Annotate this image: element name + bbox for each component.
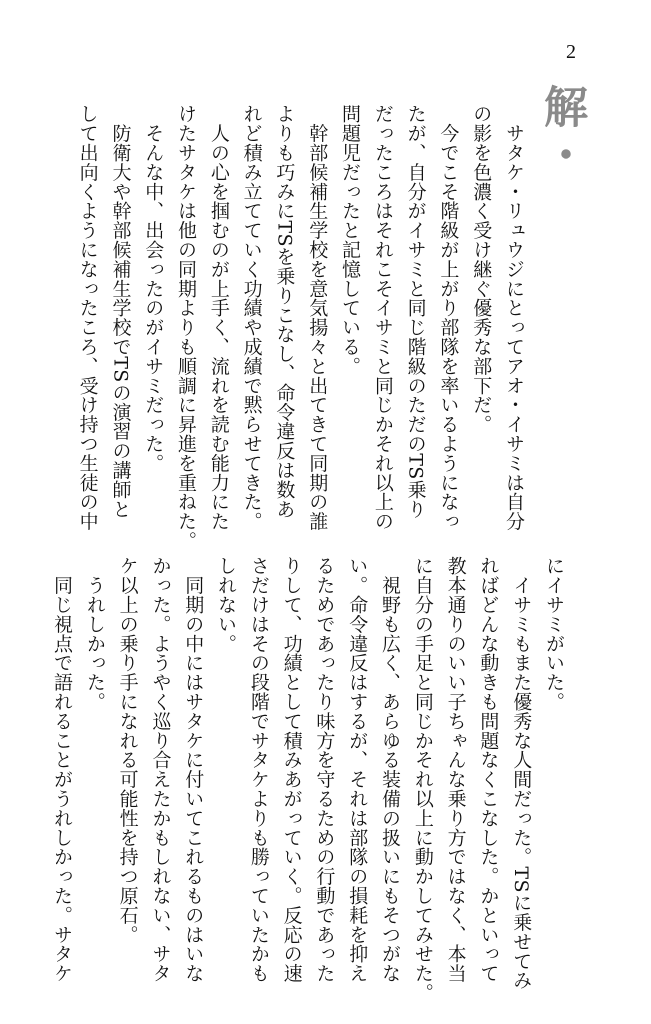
text-line: 視野も広く、あらゆる装備の扱いにもそつがな <box>379 556 402 983</box>
text-line: ケ以上の乗り手になれる可能性を持つ原石。 <box>116 556 139 944</box>
text-line: うれしかった。 <box>83 556 106 712</box>
chapter-title: 解・ <box>536 84 587 180</box>
text-line: よりも巧みにTSを乗りこなし、命令違反は数あ <box>273 104 296 519</box>
text-line: に自分の手足と同じかそれ以上に動かしてみせた。 <box>411 556 434 1003</box>
text-line: して出向くようになったころ、受け持つ生徒の中 <box>76 104 99 531</box>
text-line: れど積み立てていく功績や成績で黙らせてきた。 <box>240 104 263 531</box>
text-line: さだけはその段階でサタケよりも勝っていたかも <box>247 556 270 983</box>
page-number: 2 <box>566 41 576 63</box>
text-line: 教本通りのいい子ちゃんな乗り方ではなく、本当 <box>444 556 467 983</box>
text-line: 人の心を掴むのが上手く、流れを読む能力にた <box>207 104 230 531</box>
text-line: にイサミがいた。 <box>543 556 565 712</box>
text-line: サタケ・リュウジにとってアオ・イサミは自分 <box>503 104 525 531</box>
text-line: 今でこそ階級が上がり部隊を率いるようになっ <box>437 104 460 531</box>
text-line: たが、自分がイサミと同じ階級のただのTS乗り <box>404 104 427 519</box>
text-line: イサミもまた優秀な人間だった。TSに乗せてみ <box>510 556 533 990</box>
text-column-bottom <box>51 556 570 1003</box>
text-line: しれない。 <box>215 556 238 653</box>
text-line: ればどんな動きも問題なくこなした。かといって <box>477 556 500 983</box>
text-line: 同期の中にはサタケに付いてこれるものはいな <box>182 556 205 983</box>
text-line: そんな中、出会ったのがイサミだった。 <box>142 104 165 473</box>
text-line: るためであったり味方を守るための行動であった <box>313 556 336 983</box>
text-line: 同じ視点で語れることがうれしかった。サタケ <box>51 556 74 983</box>
text-line: けたサタケは他の同期よりも順調に昇進を重ねた。 <box>175 104 198 551</box>
text-line: りして、功績として積みあがっていく。反応の速 <box>280 556 303 983</box>
text-line: い。命令違反はするが、それは部隊の損耗を抑え <box>346 556 369 983</box>
text-line: だったころはそれこそイサミと同じかそれ以上の <box>371 104 394 531</box>
text-column-top <box>76 104 530 551</box>
text-line: 防衛大や幹部候補生学校でTSの演習の講師と <box>109 104 132 519</box>
text-line: 幹部候補生学校を意気揚々と出てきて同期の誰 <box>306 104 329 531</box>
text-line: の影を色濃く受け継ぐ優秀な部下だ。 <box>470 104 493 434</box>
text-line: 問題児だったと記憶している。 <box>339 104 362 376</box>
text-line: かった。ようやく巡り合えたかもしれない、サタ <box>149 556 172 983</box>
